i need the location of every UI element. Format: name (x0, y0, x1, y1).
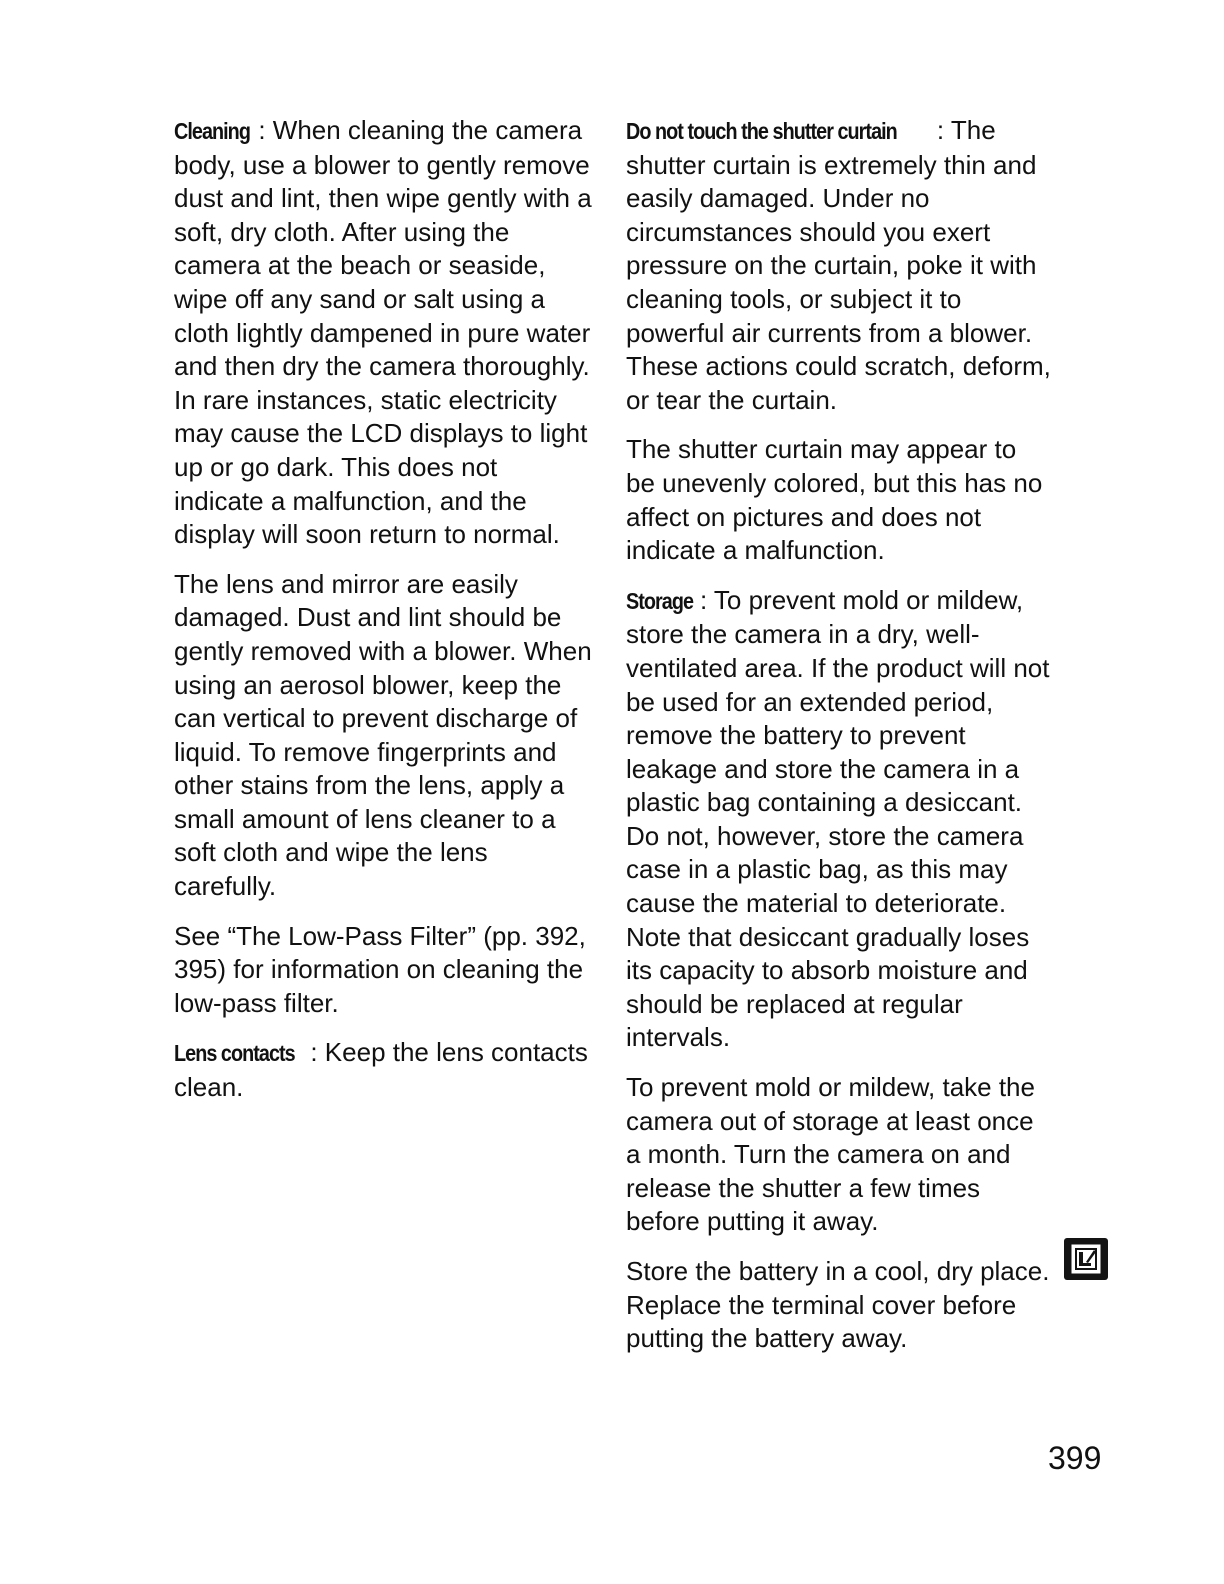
battery-storage-paragraph: Store the battery in a cool, dry place. Replace the terminal cover before putting the battery away. (626, 1256, 1050, 1354)
right-column (626, 114, 1051, 1372)
storage-heading: Storage (626, 587, 694, 614)
lens-mirror-paragraph: The lens and mirror are easily damaged. Dust and lint should be gently removed with a blower. When using an aerosol blower, keep the can vertical to prevent discharge of liquid. To remove fingerprints and other stains from the lens, apply a small amount of lens cleaner to a soft cloth and wipe the lens carefully. (174, 568, 592, 902)
shutter-curtain-text: : The shutter curtain is extremely thin and easily damaged. Under no circumstances should you exert pressure on the curtain, poke it with cleaning tools, or subject it to powerful air currents from a blower. These actions could scratch, deform, or tear the curtain. (626, 115, 1051, 415)
storage-text: : To prevent mold or mildew, store the camera in a dry, well-ventilated area. If the product will not be used for an extended period, remove the battery to prevent leakage and store the camera in a plastic bag containing a desiccant. Do not, however, store the camera case in a plastic bag, as this may cause the material to deteriorate. Note that desiccant gradually loses its capacity to absorb moisture and should be replaced at regular intervals. (626, 584, 1050, 1053)
technical-notes-tab-icon (1064, 1238, 1108, 1280)
lens-contacts-heading: Lens contacts (174, 1040, 295, 1067)
lens-contacts-text: : Keep the lens contacts clean. (174, 1037, 588, 1103)
low-pass-filter-paragraph: See “The Low-Pass Filter” (pp. 392, 395) for information on cleaning the low-pass filter. (174, 920, 586, 1018)
cleaning-text: : When cleaning the camera body, use a blower to gently remove dust and lint, then wipe gently with a soft, dry cloth. After using the camera at the beach or seaside, wipe off any sand or salt using a cloth lightly dampened in pure water and then dry the camera thoroughly. In rare instances, static electricity may cause the LCD displays to light up or go dark. This does not indicate a malfunction, and the display will soon return to normal. (174, 115, 592, 550)
storage-monthly-paragraph: To prevent mold or mildew, take the camera out of storage at least once a month. Turn the camera on and release the shutter a few times before putting it away. (626, 1072, 1035, 1237)
shutter-curtain-heading: Do not touch the shutter curtain (626, 118, 897, 144)
left-column (174, 114, 594, 1121)
shutter-color-paragraph: The shutter curtain may appear to be unevenly colored, but this has no affect on pictures and does not indicate a malfunction. (626, 434, 1043, 566)
lens-contacts-paragraph (174, 1036, 594, 1104)
storage-paragraph (626, 584, 1051, 1055)
cleaning-heading: Cleaning (174, 118, 250, 144)
cleaning-paragraph (174, 114, 594, 552)
shutter-curtain-paragraph (626, 114, 1051, 417)
page-number: 399 (1048, 1440, 1102, 1476)
